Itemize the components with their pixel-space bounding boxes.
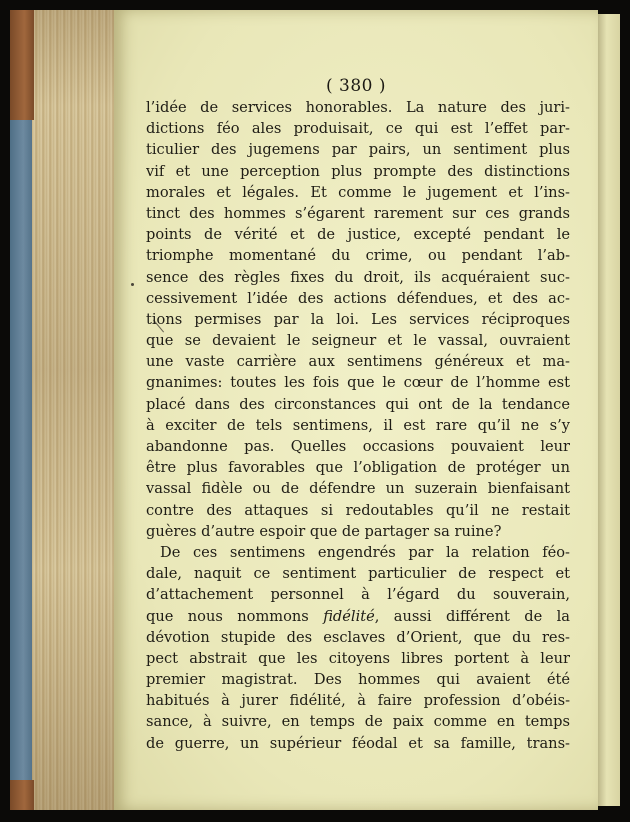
text-line-with-emphasis [146,606,570,627]
text-line: habitués à jurer fidélité, à faire profession d’obéis- [146,692,570,710]
text-line: cessivement l’idée des actions défendues, et des ac- [146,289,570,307]
paragraph-end-line: guères d’autre espoir que de partager sa ruine? [146,522,502,540]
text-line: à exciter de tels sentimens, il est rare qu’il ne s’y [146,416,570,434]
text-line: tinct des hommes s’égarent rarement sur ces grands [146,204,570,222]
text-line: dévotion stupide des esclaves d’Orient, que du res- [146,628,570,646]
text-line: ticulier des jugemens par pairs, un sentiment plus [146,141,570,159]
text-line: contre des attaques si redoutables qu’il ne restait [146,501,570,519]
text-line: vassal fidèle ou de défendre un suzerain bienfaisant [146,480,570,498]
ink-speck [131,283,134,286]
text-line: sence des règles fixes du droit, ils acquéraient suc- [146,268,570,286]
text-line: sance, à suivre, en temps de paix comme en temps [146,713,570,731]
text-segment: que nous nommons [146,607,309,625]
spine-leather-top [10,10,34,120]
adjacent-page-edge [598,14,620,806]
page-number: ( 380 ) [325,76,387,96]
text-line: dictions féo ales produisait, ce qui est l’effet par- [146,120,570,138]
text-line: gnanimes: toutes les fois que le cœur de l’homme est [146,374,570,392]
text-line: une vaste carrière aux sentimens généreux et ma- [146,353,570,371]
text-line: pect abstrait que les citoyens libres portent à leur [146,649,570,667]
text-line: morales et légales. Et comme le jugement et l’ins- [146,183,570,201]
text-line: dale, naquit ce sentiment particulier de respect et [146,565,570,583]
text-line: abandonne pas. Quelles occasions pouvaient leur [146,438,570,455]
paragraph-start-line: De ces sentimens engendrés par la relation féo- [160,543,570,561]
text-line: triomphe momentané du crime, ou pendant l’ab- [146,247,570,265]
spine-leather-bottom [10,780,34,810]
spine-cloth [10,120,32,780]
text-line: être plus favorables que l’obligation de protéger un [146,459,570,477]
text-line: points de vérité et de justice, excepté pendant le [146,226,570,244]
text-line: d’attachement personnel à l’égard du souverain, [146,586,570,604]
text-line: de guerre, un supérieur féodal et sa famille, trans- [146,734,570,752]
text-line: vif et une perception plus prompte des distinctions [146,162,570,180]
text-line: premier magistrat. Des hommes qui avaient été [146,671,570,689]
text-line: placé dans des circonstances qui ont de la tendance [146,395,570,413]
emphasized-word: fidélité [323,607,375,625]
text-line: l’idée de services honorables. La nature des juri- [146,99,570,116]
body-text [146,97,570,754]
text-line: tions permises par la loi. Les services réciproques [146,310,570,328]
text-line: que se devaient le seigneur et le vassal, ouvraient [146,332,570,350]
text-segment: , aussi différent de la [374,607,570,625]
